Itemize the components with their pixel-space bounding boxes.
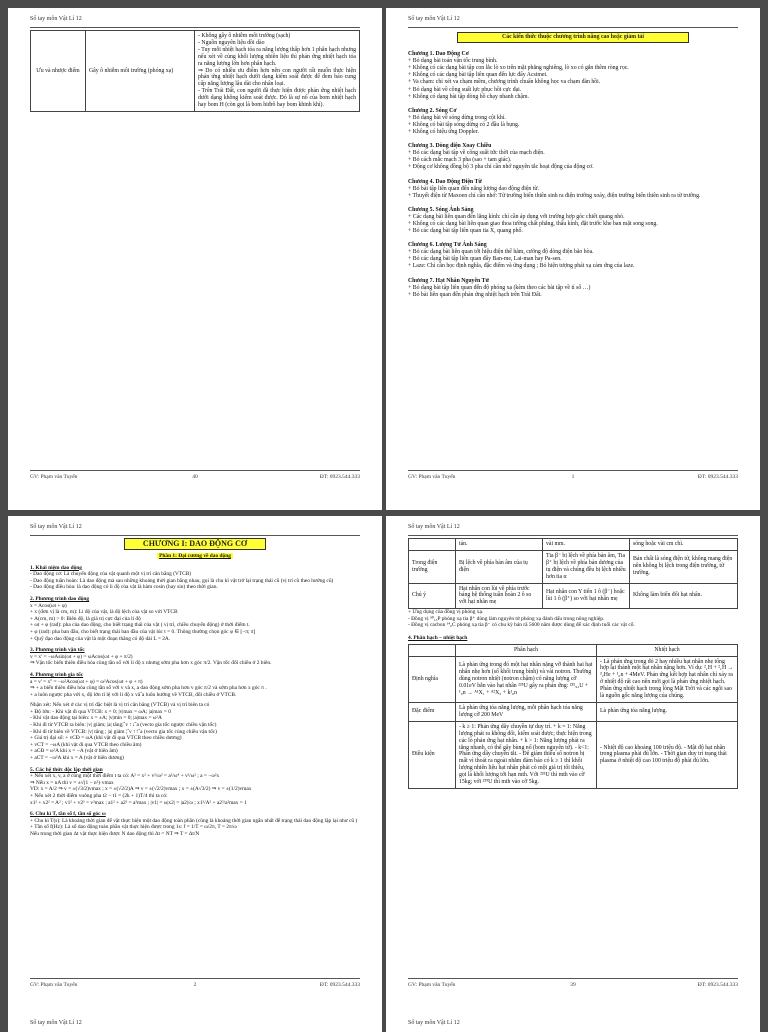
section-list <box>30 565 360 838</box>
text-line: + Nếu xét 2 thời điểm vuông pha t2 − t1 = (2k + 1)T/4 thì ta có: <box>30 793 168 799</box>
footer-teacher: GV: Phạm văn Tuyến <box>408 474 456 480</box>
footer-rule <box>408 470 738 471</box>
text-line: - Dao động tuần hoàn: Là dao động mà sau những khoảng thời gian bằng nhau, gọi là chu kì vật trở lại trạng thái cũ (vị trí cũ theo hướng cũ) <box>30 577 334 584</box>
cell: Bị lệch về phía bản âm của tụ điện <box>456 550 543 583</box>
text-line: ⇒ + a biến thiên điều hòa cùng tần số với v và x, a dao động sớm pha hơn v góc π/2 và sớm pha hơn x góc π . <box>30 685 267 692</box>
section-title: 2. Phương trình dao động <box>30 595 90 602</box>
text-line: VD: x = A/2 ⇒ v = ±(√3/2)vmax ; x = ±(√2/2)A ⇒ v = ±(√2/2)vmax ; x = ±(A√3/2) ⇒ v = ±(1/2)vmax <box>30 786 252 793</box>
cell: tán. <box>456 539 543 551</box>
cell: sóng hoặc vài cm chì. <box>630 539 738 551</box>
header-rule <box>30 535 360 536</box>
header-cell <box>409 644 456 656</box>
page-number: 40 <box>192 474 198 480</box>
chapter-title: Chương 4. Dao Động Điện Từ <box>408 178 482 185</box>
page-header: Sổ tay môn Vật Lí 12 <box>30 1020 82 1026</box>
cell: vài mm. <box>543 539 630 551</box>
chapter-item: + Không có bài tập sóng dừng có 2 đầu là bụng. <box>408 121 520 128</box>
table-row <box>409 702 738 721</box>
cell: Là phản ứng tỏa năng lượng, mỗi phân hạch tỏa năng lượng cỡ 200 MeV <box>456 702 597 721</box>
chapter-item: + Không có các dạng bài tập con lắc lò xo trên mặt phẳng nghiêng, lò xo có gắn thêm ròng rọc. <box>408 65 629 72</box>
text-line: Nhận xét: Nếu xét ở các vị trí đặc biệt là vị trí cân bằng (VTCB) và vị trí biên ta có <box>30 702 210 709</box>
chapter-item: + Không có các dạng bài liên quan giao thoa tường chất phẳng, thấu kính, đặt trước khe ban mặt song song. <box>408 220 658 227</box>
row-label: Chú ý <box>409 583 456 609</box>
fission-cell: Gây ô nhiễm môi trường (phóng xạ) <box>86 31 195 112</box>
text-line: x = Acos(ωt + φ) <box>30 602 67 609</box>
text-line: + Nếu xét x, v, a ở cùng một thời điểm t ta có: A² = x² + v²/ω² = a²/ω⁴ + v²/ω² ; a = −ω²x <box>30 773 220 780</box>
section-title: 6. Chu kì T, tần số f, tần số góc ω <box>30 811 106 818</box>
chapter-item: + Không có hiệu ứng Doppler. <box>408 129 479 136</box>
chapter-item: + Laze: Chỉ cần học định nghĩa, đặc điểm và ứng dụng ; Bỏ hiện tượng phát xạ cảm ứng của laze. <box>408 263 635 270</box>
page-number: 2 <box>193 982 197 988</box>
page-38-partial <box>386 1012 760 1032</box>
cell: - k ≥ 1: Phản ứng dây chuyền tự duy trì. + k = 1: Năng lượng phát ra không đổi, kiểm soát được; thực hiện trong các lò phản ứng hạt nhân. + k > 1: Năng lượng phát ra tăng nhanh, có thể gây bùng nổ (bom nguyên tử). - k<1: Phản ứng dây chuyền tắt. - Để giảm thiểu số notron bị mất vì thoát ra ngoài nhằm đảm bảo có k ≥ 1 thì khối lượng nhiên liệu hạt nhân phải có một giá trị tối thiểu, gọi là khối lượng tới hạn mth. Với ²³⁵U thì mth vào cỡ 15kg; với ²³⁹U thì mth vào cỡ 5kg. <box>456 721 597 788</box>
row-label: Ưu và nhược điểm <box>31 31 86 112</box>
row-label: Điều kiện <box>409 721 456 788</box>
text-line: v = x' = −ωAsin(ωt + φ) = ωAcos(ωt + φ + π/2) <box>30 653 133 660</box>
footer-phone: ĐT: 0923.544.333 <box>319 982 360 988</box>
chapter-item: + Bỏ cách mắc mạch 3 pha (sao + tam giác). <box>408 157 512 164</box>
text-line: + Quỹ đạo dao động của vật là một đoạn thẳng có độ dài L = 2A. <box>30 635 171 642</box>
text-line: + A(cm, m) > 0: Biên độ, là giá trị cực đại của li độ <box>30 615 141 622</box>
row-label: Định nghĩa <box>409 656 456 702</box>
chapter-title: Chương 7. Hạt Nhân Nguyên Tử <box>408 277 489 284</box>
section-title: 4. Phương trình gia tốc <box>30 671 84 678</box>
chapter-item: + Va chạm: chỉ xét va chạm mềm, chương trình chuẩn không học va chạm đàn hồi. <box>408 79 601 86</box>
text-line: - Khi đi từ VTCB ra biên: |v| giảm; |a| tăng; ⃗v ↑↓ ⃗a (vecto gia tốc ngược chiều vận tốc) <box>30 722 217 729</box>
table-row <box>409 583 738 609</box>
note-line: + Ứng dụng của đồng vị phóng xạ. <box>408 609 484 616</box>
text-line: Nếu trong thời gian Δt vật thực hiện được N dao động thì Δt = NT ⇒ T = Δt/N <box>30 830 200 837</box>
page-2 <box>8 516 382 1018</box>
text-line: a = v' = x'' = −ω²Acos(ωt + φ) = ω²Acos(ωt + φ + π) <box>30 678 143 685</box>
chapter-item: + Bỏ bài tập liên quan đến năng lượng dao động điện từ. <box>408 185 539 192</box>
line: ⇒ Do có nhiều ưu điểm hơn nên con người rất muốn thực hiện phản ứng nhiệt hạch dưới dạng kiểm soát được để đem bảo cung cấp năng lượng lâu dài cho nhân loại. <box>198 67 356 88</box>
page-header: Sổ tay môn Vật Lí 12 <box>408 524 460 530</box>
page-3-partial <box>8 1012 382 1032</box>
section-title: 4. Phân hạch – nhiệt hạch <box>408 635 468 642</box>
text-line: - Khi vật dao động tại biên: x = ±A; |v|min = 0; |a|max = ω²A <box>30 715 162 722</box>
header-rule <box>408 535 738 536</box>
footer-rule <box>408 978 738 979</box>
footer-rule <box>30 978 360 979</box>
text-line: + Chu kì T(s): Là khoảng thời gian để vật thực hiện một dao động toàn phần (cũng là khoảng thời gian ngắn nhất để trạng thái dao động lặp lại như cũ ) <box>30 817 358 824</box>
chapter-item: + Thuyết điện từ Maxoen chỉ cần nhớ: Từ trường biến thiên sinh ra điện trường xoáy, điện trường biến thiên sinh ra từ trường. <box>408 192 701 199</box>
table-row <box>409 550 738 583</box>
footer-rule <box>30 470 360 471</box>
page-1 <box>386 8 760 510</box>
pros-cons-table <box>30 30 360 112</box>
footer-teacher: GV: Phạm văn Tuyến <box>408 982 456 988</box>
page-40 <box>8 8 382 510</box>
section-title: 1. Khái niệm dao động <box>30 564 82 571</box>
section-title: 3. Phương trình vận tốc <box>30 647 85 654</box>
chapter-title: Chương 1. Dao Động Cơ <box>408 51 469 58</box>
header-cell: Phân hạch <box>456 644 597 656</box>
chapter-item: + Bỏ các dạng bài tập về công suất tức thời của mạch điện. <box>408 150 545 157</box>
chapter-title: Chương 3. Dòng điện Xoay Chiều <box>408 143 492 150</box>
radiation-table <box>408 538 738 609</box>
chapter-list <box>408 51 738 299</box>
page-header: Sổ tay môn Vật Lí 12 <box>408 1020 460 1026</box>
table-header <box>409 644 738 656</box>
chapter-item: + Bỏ các dạng bài liên quan tới hiệu điện thế hãm, cường độ dòng điện bão hòa. <box>408 249 594 256</box>
line: - Nguồn nguyên liệu dồi dào <box>198 39 265 46</box>
part-title: Phần 1: Đại cương về dao động <box>159 553 231 559</box>
chapter-item: + Bỏ dạng bài về công suất lực phục hồi cực đại. <box>408 86 522 93</box>
note-line: - Đồng vị ³⁰₁₅P phóng xạ tia β⁺ dùng làm nguyên tử phóng xạ đánh dấu trong nông nghiệp. <box>408 615 605 622</box>
row-label: Trong điện trường <box>409 550 456 583</box>
text-line: + φ (rad): pha ban đầu, cho biết trạng thái ban đầu của vật lúc t = 0. Thông thường chọn góc φ ∈ [−π; π] <box>30 628 256 635</box>
chapter-title: Chương 5. Sóng Ánh Sáng <box>408 206 474 213</box>
cell: - Là phản ứng trong đó 2 hay nhiều hạt nhân nhẹ tổng hợp lại thành một hạt nhân nặng hơn. Ví dụ: ²₁H + ²₁H → ³₂He + ¹₀n + 4MeV. Phản ứng kết hợp hạt nhân chỉ xảy ra ở nhiệt độ rất cao nên mới gọi là phản ứng nhiệt hạch. Phản ứng nhiệt hạch trong lòng Mặt Trời và các ngôi sao là nguồn gốc năng lượng của chúng. <box>597 656 738 702</box>
text-line: ⇒ Nếu x = nA thì v = ±√(1 − n²)·vmax <box>30 779 114 786</box>
text-line: - Khi đi từ biên về VTCB: |v| tăng ; |a| giảm ; ⃗v ↑↑ ⃗a (vecto gia tốc cùng chiều vận tốc) <box>30 728 217 735</box>
footer-phone: ĐT: 0923.544.333 <box>697 474 738 480</box>
page-1-content <box>408 32 738 299</box>
footer-phone: ĐT: 0923.544.333 <box>697 982 738 988</box>
text-line: + aCĐ = ω²A khi x = −A (vật ở biên âm) <box>30 748 118 755</box>
chapter-item: + Không có dạng bài tập dòng hồ chạy nhanh chậm. <box>408 93 529 100</box>
cell: Là phản ứng tỏa năng lượng. <box>597 702 738 721</box>
row-label: Đặc điểm <box>409 702 456 721</box>
footer-phone: ĐT: 0923.544.333 <box>319 474 360 480</box>
page-number: 39 <box>570 982 576 988</box>
cell: Tia β⁻ bị lệch về phía bản âm, Tia β⁺ bị lệch về phía bản dương của tụ điện và chúng đều bị lệch nhiều hơn tia α <box>543 550 630 583</box>
text-line: + vCT = −ωA (khi vật đi qua VTCB theo chiều âm) <box>30 741 142 748</box>
text-line: + Độ lớn: - Khi vật đi qua VTCB: x = 0; |v|max = ωA; |a|max = 0 <box>30 708 171 715</box>
page-header: Sổ tay môn Vật Lí 12 <box>408 16 460 22</box>
text-line: + Giá trị đại số: + vCĐ = ωA (khi vật đi qua VTCB theo chiều dương) <box>30 735 182 742</box>
chapter-item: + Bỏ các dạng bài tập liên quan đây Ban-me, Lai-man hay Pa-sen. <box>408 256 562 263</box>
text-line: x1² + x2² = A² ; v1² + v2² = v²max ; a1² + a2² = a²max ; |v1| = ω|x2| = |a2|/ω ; x1²/A² + a2²/a²max = 1 <box>30 799 247 806</box>
page-number: 1 <box>571 474 575 480</box>
page-39-content <box>408 538 738 789</box>
page-header: Sổ tay môn Vật Lí 12 <box>30 524 82 530</box>
chapter-item: + Không có các dạng bài tập liên quan đến lực đẩy Acsimet. <box>408 72 548 79</box>
chapter-item: + Bỏ dạng bài toán vận tốc trung bình. <box>408 58 498 65</box>
text-line: + a luôn ngược pha với x, độ lớn tỉ lệ với li độ x và ⃗a luôn hướng về VTCB, đổi chiều ở VTCB. <box>30 691 237 698</box>
cell: Hạt nhân con lùi về phía trước bảng hệ thống tuần hoàn 2 ô so với hạt nhân mẹ <box>456 583 543 609</box>
text-line: + Tần số f(Hz): Là số dao động toàn phần vật thực hiện được trong 1s: f = 1/T = ω/2π, T = 2π/ω <box>30 824 237 831</box>
note-line: - Đồng vị cacbon ¹⁴₆C phóng xạ tia β⁻ có chu kỳ bán rã 5600 năm được dùng để xác định tuổi các vật cổ. <box>408 622 635 629</box>
table-row <box>409 721 738 788</box>
page-2-content <box>30 538 360 838</box>
chapter-item: + Bỏ dạng bài tập liên quan đến độ phóng xạ (kèm theo các bài tập về tỉ số …) <box>408 284 591 291</box>
chapter-item: + Bỏ các dạng bài tập liên quan tia X, quang phổ. <box>408 228 523 235</box>
table-row <box>409 656 738 702</box>
section-title: Các kiến thức thuộc chương trình nâng cao hoặc giảm tải <box>457 32 689 43</box>
cell: Không làm biến đổi hạt nhân. <box>630 583 738 609</box>
text-line: - Dao động điều hòa: là dao động có li độ của vật là hàm cosin (hay sin) theo thời gian. <box>30 584 218 591</box>
footer-teacher: GV: Phạm văn Tuyến <box>30 474 78 480</box>
footer-teacher: GV: Phạm văn Tuyến <box>30 982 78 988</box>
page-39 <box>386 516 760 1018</box>
cell: Bản chất là sóng điện từ, không mang điện nên không bị lệch trong điện trường, từ trường. <box>630 550 738 583</box>
chapter-title: CHƯƠNG I: DAO ĐỘNG CƠ <box>124 538 266 550</box>
cell: - Nhiệt độ cao khoảng 100 triệu độ. - Mật độ hạt nhân trong plasma phải đủ lớn. - Thời gian duy trì trạng thái plasma ở nhiệt độ cao 100 triệu độ phải đủ lớn. <box>597 721 738 788</box>
page-header: Sổ tay môn Vật Lí 12 <box>30 16 82 22</box>
header-rule <box>30 27 360 28</box>
chapter-item: + Bỏ dạng bài về sóng dừng trong cột khí. <box>408 114 506 121</box>
text-line: + x (đơn vị là cm, m): Li độ của vật, là độ lệch của vật so với VTCB <box>30 609 178 616</box>
text-line: ⇒ Vận tốc biến thiên điều hòa cùng tần số với li độ x nhưng sớm pha hơn x góc π/2. Vận tốc đổi chiều ở 2 biên. <box>30 660 272 667</box>
section-title: 5. Các hệ thức độc lập thời gian <box>30 766 103 773</box>
chapter-item: + Các dạng bài liên quan đến lăng kính: chỉ cần áp dụng với trường hợp góc chiết quang nhỏ. <box>408 213 625 220</box>
chapter-title: Chương 2. Sóng Cơ <box>408 107 457 114</box>
table-row <box>409 539 738 551</box>
line: - Không gây ô nhiễm môi trường (sạch) <box>198 33 291 39</box>
cell: Hạt nhân con Y tiến 1 ô (β⁻) hoặc lùi 1 ô (β⁺) so với hạt nhân mẹ <box>543 583 630 609</box>
text-line: - Dao động cơ: Là chuyển động của vật quanh một vị trí cân bằng (VTCB) <box>30 571 192 578</box>
chapter-item: + Động cơ không đồng bộ 3 pha chỉ cần nhớ nguyên tắc hoạt động của động cơ. <box>408 164 594 171</box>
fission-fusion-table <box>408 644 738 789</box>
header-rule <box>408 27 738 28</box>
header-cell: Nhiệt hạch <box>597 644 738 656</box>
chapter-title: Chương 6. Lượng Tử Ánh Sáng <box>408 242 487 249</box>
chapter-item: + Bỏ bài liên quan đến phản ứng nhiệt hạch trên Trái Đất. <box>408 291 542 298</box>
text-line: + aCT = −ω²A khi x = A (vật ở biên dương) <box>30 755 124 762</box>
page-40-content <box>30 30 360 112</box>
cell: Là phản ứng trong đó một hạt nhân nặng vỡ thành hai hạt nhân nhẹ hơn (số khối trung bình) và vài notron. Thường dùng notron nhiệt (notron chậm) có năng lượng cỡ 0.01eV bắn vào hạt nhân ²³⁵U gây ra phản ứng: ²³⁵₉₂U + ¹₀n → ᴬ¹X₁ + ᴬ²X₂ + k¹₀n <box>456 656 597 702</box>
line: - Trên Trái Đất, con người đã thực hiện được phản ứng nhiệt hạch dưới dạng không kiểm soát được. Đó là sự nổ của bom nhiệt hạch hay bom H (còn gọi là bom hiđrô hay bom khinh khí). <box>198 88 356 109</box>
text-line: + ωt + φ (rad): pha của dao động, cho biết trạng thái của vật ( vị trí, chiều chuyển động) ở thời điểm t. <box>30 622 250 629</box>
cell <box>409 539 456 551</box>
line: - Tuy mỗi nhiệt hạch tỏa ra năng lượng thấp hơn 1 phân hạch nhưng nếu xét về cùng khối lượng nhiên liệu thì phản ứng nhiệt hạch tỏa ra năng lượng lớn hơn phân hạch. <box>198 46 356 67</box>
fusion-cell <box>195 31 360 112</box>
